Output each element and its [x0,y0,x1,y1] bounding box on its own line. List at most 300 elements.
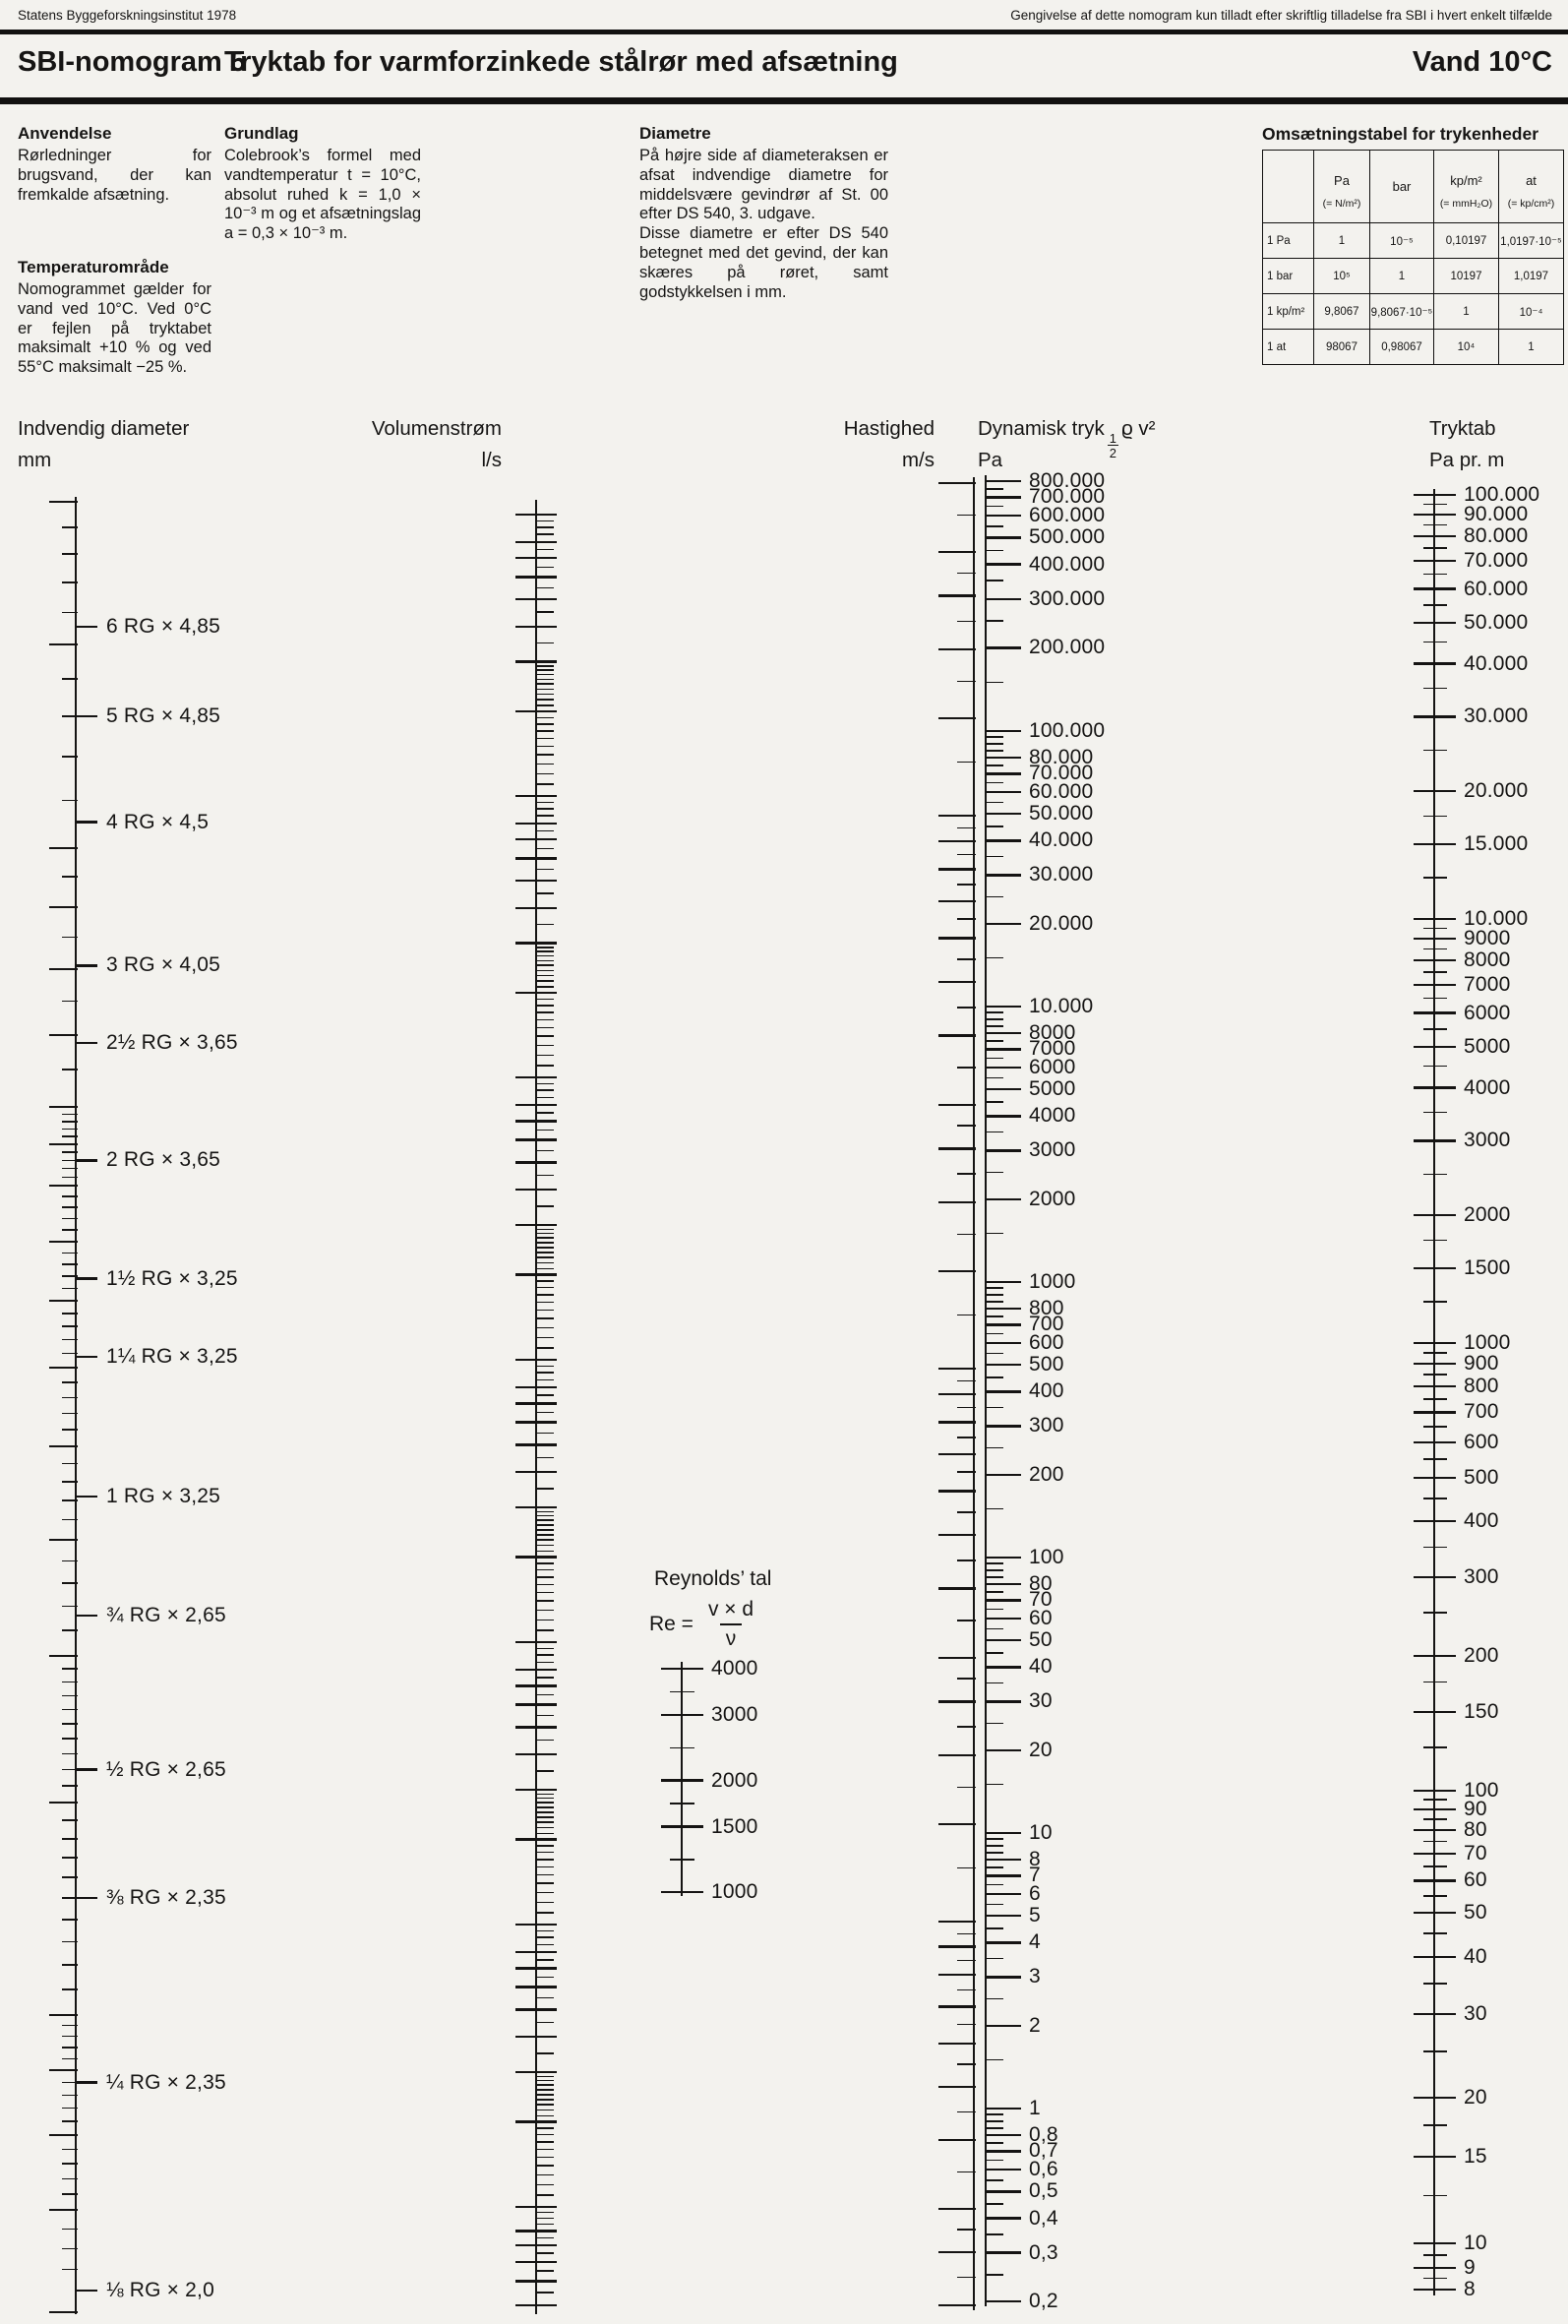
scale-minor-tick [536,2212,554,2214]
scale-minor-tick [985,2233,1003,2235]
scale-minor-tick [536,1821,554,1823]
scale-minor-tick [1423,1746,1447,1748]
thread-size-tick [75,1615,97,1617]
scale-minor-tick [985,1866,1003,1868]
scale-minor-tick [985,1233,1003,1235]
scale-tick [1414,715,1456,717]
scale-minor-tick [1423,1841,1447,1843]
scale-tick [985,2150,1021,2152]
scale-minor-tick [62,1313,78,1315]
scale-tick-label: 900 [1464,1351,1499,1375]
scale-minor-tick [536,1233,554,1235]
scale-minor-tick [985,1958,1003,1960]
scale-minor-tick [985,1011,1003,1013]
scale-tick [985,1832,1021,1834]
thread-size-tick [75,2081,97,2083]
scale-minor-tick [536,1280,554,1282]
scale-minor-tick [985,2160,1003,2162]
scale-minor-tick [957,854,976,856]
scale-minor-tick [536,975,554,977]
conversion-cell: 1,0197·10⁻⁵ [1499,223,1564,259]
scale-minor-tick [536,1584,554,1586]
scale-tick [1414,1011,1456,1013]
scale-minor-tick [985,896,1003,898]
scale-tick [515,1556,557,1558]
scale-minor-tick [536,980,554,982]
scale-tick [985,1893,1021,1895]
flow-scale-title: Volumenstrøm [371,417,502,440]
velocity-scale-unit: m/s [901,449,935,471]
scale-minor-tick [62,1560,78,1562]
reynolds-denominator: ν [720,1623,743,1650]
scale-tick [49,1106,78,1108]
scale-tick [515,1506,557,1508]
scale-minor-tick [62,1876,78,1878]
scale-tick-label: 70 [1029,1588,1053,1612]
scale-tick-label: 4000 [1029,1104,1076,1128]
grundlag-heading: Grundlag [224,124,299,143]
scale-minor-tick [985,1077,1003,1079]
scale-tick [49,847,78,849]
scale-minor-tick [536,1620,554,1621]
thread-size-label: ¾ RG × 2,65 [106,1604,226,1627]
scale-minor-tick [536,1519,554,1521]
diametre-heading: Diametre [639,124,711,143]
thread-size-label: 2 RG × 3,65 [106,1148,221,1172]
scale-minor-tick [536,1205,554,1207]
scale-minor-tick [536,1112,554,1114]
scale-tick [938,900,976,902]
medium-temperature-label: Vand 10°C [1412,46,1552,78]
scale-tick [515,942,557,944]
scale-minor-tick [1423,750,1447,752]
scale-tick [938,981,976,983]
scale-minor-tick [957,2063,976,2065]
scale-minor-tick [62,1941,78,1943]
scale-minor-tick [62,756,78,758]
scale-tick [1414,2242,1456,2244]
scale-tick [985,1639,1021,1641]
scale-minor-tick [536,2218,554,2220]
scale-tick [515,857,557,859]
diameter-scale-unit: mm [18,449,52,471]
unit-pa-sub: (= N/m²) [1322,197,1361,210]
diametre-body: På højre side af diameteraksen er afsat indvendige diametre for middelsvære gevindrør af St. 00 efter DS 540, 3. udgave. [639,147,888,223]
scale-minor-tick [1423,1112,1447,1114]
page-title: Tryktab for varmforzinkede stålrør med afsætning [224,46,898,78]
scale-flow-axis [535,500,537,2314]
scale-minor-tick [62,2108,78,2110]
scale-tick-label: 30 [1464,2002,1487,2025]
scale-minor-tick [536,746,554,748]
scale-minor-tick [536,1065,554,1067]
scale-minor-tick [62,2178,78,2180]
scale-minor-tick [536,1845,554,1847]
scale-minor-tick [1423,928,1447,930]
scale-minor-tick [536,2237,554,2239]
scale-tick-label: 100 [1029,1546,1064,1568]
scale-tick-label: 0,3 [1029,2240,1058,2264]
scale-minor-tick [1423,1983,1447,1985]
scale-tick [1414,1267,1456,1269]
scale-tick [515,2230,557,2232]
scale-minor-tick [536,1242,554,1244]
scale-minor-tick [536,815,554,817]
scale-minor-tick [985,620,1003,622]
conversion-cell: 1 [1434,294,1499,330]
scale-minor-tick [536,730,554,732]
scale-tick [1414,2156,1456,2158]
scale-minor-tick [62,1723,78,1725]
scale-minor-tick [985,736,1003,738]
scale-tick [515,795,557,797]
scale-tick-label: 20 [1029,1738,1053,1761]
scale-tick-label: 700 [1029,1313,1064,1336]
scale-minor-tick [1423,1426,1447,1428]
scale-minor-tick [536,2110,554,2111]
scale-tick [938,717,976,719]
scale-minor-tick [985,856,1003,858]
scale-tick-label: 6 [1029,1882,1041,1906]
scale-minor-tick [1423,816,1447,818]
scale-minor-tick [62,2229,78,2231]
scale-minor-tick [536,2224,554,2226]
scale-minor-tick [62,2095,78,2097]
thread-size-label: 2½ RG × 3,65 [106,1031,238,1055]
scale-tick-label: 0,2 [1029,2290,1058,2312]
scale-tick [938,1657,976,1659]
scale-tick [1414,2097,1456,2099]
scale-tick [985,757,1021,759]
scale-minor-tick [536,1412,554,1414]
scale-tick [49,1185,78,1187]
scale-minor-tick [536,1019,554,1021]
scale-minor-tick [536,1005,554,1007]
thread-size-tick [75,1496,97,1498]
scale-tick-label: 5 [1029,1904,1041,1927]
scale-tick [515,1076,557,1078]
scale-minor-tick [536,1902,554,1904]
scale-minor-tick [536,1562,554,1564]
scale-minor-tick [536,717,554,719]
scale-minor-tick [1423,642,1447,643]
scale-tick-label: 6000 [1029,1056,1076,1079]
scale-tick-label: 1500 [711,1814,758,1838]
scale-minor-tick [985,743,1003,745]
scale-tick [515,1189,557,1191]
scale-minor-tick [536,754,554,756]
scale-tick-label: 5000 [1464,1034,1511,1058]
scale-tick [515,1161,557,1163]
scale-tick [938,1700,976,1702]
scale-tick [515,660,557,662]
scale-minor-tick [1423,688,1447,690]
scale-minor-tick [985,1018,1003,1020]
conversion-row-label: 1 kp/m² [1263,294,1314,330]
scale-minor-tick [1423,547,1447,549]
scale-tick [985,598,1021,600]
scale-minor-tick [536,1433,554,1435]
scale-minor-tick [957,1007,976,1009]
temperatur-body: Nomogrammet gælder for vand ved 10°C. Ved 0°C er fejlen på tryktabet maksimalt +10 % og ved 55°C maksimalt −25 %. [18,280,211,377]
scale-tick [985,730,1021,732]
scale-minor-tick [536,783,554,785]
scale-minor-tick [536,1576,554,1578]
scale-minor-tick [536,1794,554,1796]
scale-minor-tick [62,2047,78,2049]
scale-tick [515,1924,557,1926]
scale-minor-tick [62,2149,78,2151]
scale-minor-tick [536,1035,554,1037]
scale-tick-label: 7 [1029,1864,1041,1887]
conversion-cell: 10197 [1434,259,1499,294]
scale-minor-tick [62,553,78,555]
scale-minor-tick [1423,1240,1447,1242]
scale-minor-tick [985,488,1003,490]
scale-tick [985,2134,1021,2136]
scale-minor-tick [1423,1865,1447,1867]
scale-minor-tick [62,1606,78,1608]
scale-minor-tick [1423,971,1447,973]
pressure-loss-scale-unit: Pa pr. m [1429,449,1505,471]
scale-tick-label: 10.000 [1029,995,1094,1017]
scale-minor-tick [985,957,1003,959]
scale-minor-tick [1423,1398,1447,1400]
scale-tick-label: 500.000 [1029,525,1106,549]
scale-tick [985,1941,1021,1943]
scale-minor-tick [985,1301,1003,1303]
scale-tick-label: 0,4 [1029,2206,1058,2230]
scale-minor-tick [536,2094,554,2096]
scale-tick [49,906,78,908]
scale-minor-tick [957,1471,976,1473]
scale-tick-label: 1000 [1029,1270,1076,1293]
scale-minor-tick [62,678,78,680]
scale-tick [515,1273,557,1275]
scale-minor-tick [62,1738,78,1740]
temperatur-heading: Temperaturområde [18,258,169,276]
scale-minor-tick [957,1125,976,1127]
scale-tick [49,2069,78,2071]
scale-tick [938,1421,976,1423]
scale-tick-label: 3000 [1029,1138,1076,1162]
scale-minor-tick [1423,524,1447,526]
scale-tick-label: 800 [1029,1297,1064,1320]
conversion-cell: 10⁴ [1434,330,1499,365]
scale-tick-label: 600.000 [1029,504,1106,527]
scale-tick-label: 100.000 [1464,483,1540,506]
scale-tick [985,2217,1021,2219]
conversion-cell: 98067 [1314,330,1370,365]
scale-tick [515,1641,557,1643]
scale-tick-label: 60.000 [1029,780,1094,804]
scale-minor-tick [62,1288,78,1290]
thread-size-label: 5 RG × 4,85 [106,704,221,728]
scale-minor-tick [536,924,554,926]
scale-tick [985,2169,1021,2171]
scale-tick [1414,1441,1456,1443]
scale-minor-tick [1423,1818,1447,1820]
scale-minor-tick [1423,948,1447,950]
scale-tick-label: 4000 [1464,1075,1511,1099]
scale-minor-tick [536,2134,554,2136]
scale-tick-label: 40.000 [1029,828,1094,852]
scale-tick-label: 700 [1464,1400,1499,1424]
scale-tick [515,1789,557,1791]
scale-tick [985,772,1021,774]
thread-size-label: ¼ RG × 2,35 [106,2070,226,2094]
scale-tick [985,1115,1021,1117]
scale-minor-tick [957,918,976,920]
scale-tick [1414,1655,1456,1657]
scale-minor-tick [536,2080,554,2082]
scale-minor-tick [62,1325,78,1327]
scale-minor-tick [957,827,976,829]
scale-tick [515,1138,557,1140]
scale-minor-tick [62,937,78,939]
scale-minor-tick [536,848,554,850]
scale-minor-tick [1423,1458,1447,1460]
scale-minor-tick [62,1069,78,1070]
scale-minor-tick [536,1011,554,1013]
scale-minor-tick [536,960,554,962]
scale-tick [515,2120,557,2122]
scale-minor-tick [62,1121,78,1123]
scale-tick [938,2208,976,2210]
scale-minor-tick [536,2022,554,2024]
scale-minor-tick [536,723,554,725]
scale-tick [938,840,976,842]
scale-minor-tick [957,621,976,623]
scale-tick [985,1915,1021,1917]
scale-minor-tick [1423,2195,1447,2197]
scale-tick [515,880,557,882]
scale-minor-tick [536,950,554,952]
thread-size-label: 3 RG × 4,05 [106,953,221,977]
scale-minor-tick [62,1709,78,1711]
thread-size-label: ⅜ RG × 2,35 [106,1886,226,1910]
grundlag-body: Colebrook’s formel med vandtemperatur t = 10°C, absolut ruhed k = 1,0 × 10⁻³ m og et afsætningslag a = 0,3 × 10⁻³ m. [224,147,421,243]
scale-minor-tick [536,683,554,685]
scale-minor-tick [62,1397,78,1399]
scale-tick-label: 1500 [1464,1256,1511,1280]
scale-tick [515,1224,557,1226]
anvendelse-body: Rørledninger for brugsvand, der kan fremkalde afsætning. [18,147,211,204]
scale-minor-tick [62,2036,78,2038]
scale-minor-tick [536,1237,554,1239]
scale-tick-label: 300.000 [1029,586,1106,610]
scale-tick [49,1367,78,1369]
scale-minor-tick [985,1287,1003,1289]
scale-minor-tick [985,1101,1003,1103]
scale-minor-tick [536,2184,554,2186]
scale-tick [938,1754,976,1756]
scale-minor-tick [62,1229,78,1231]
scale-tick-label: 400 [1464,1509,1499,1533]
scale-tick-label: 60 [1029,1607,1053,1630]
scale-minor-tick [536,1097,554,1099]
scale-minor-tick [62,1253,78,1254]
scale-minor-tick [536,1912,554,1914]
scale-minor-tick [62,1206,78,1208]
dynamic-pressure-scale-unit: Pa [978,449,1003,471]
conversion-row-label: 1 Pa [1263,223,1314,259]
scale-tick [1414,2267,1456,2269]
scale-tick [515,557,557,559]
scale-tick-label: 300 [1029,1414,1064,1437]
scale-minor-tick [985,1591,1003,1593]
scale-minor-tick [957,1315,976,1316]
scale-tick [938,2139,976,2141]
scale-minor-tick [536,674,554,676]
scale-tick-label: 4000 [711,1657,758,1680]
scale-tick [938,868,976,870]
scale-tick [1414,1711,1456,1713]
scale-minor-tick [62,1819,78,1821]
scale-minor-tick [985,1927,1003,1929]
scale-minor-tick [985,1838,1003,1840]
scale-tick [49,1143,78,1145]
scale-tick-label: 8 [1029,1848,1041,1871]
scale-tick [1414,959,1456,961]
scale-minor-tick [62,581,78,583]
scale-tick-label: 40 [1029,1655,1053,1679]
scale-minor-tick [62,2120,78,2122]
scale-minor-tick [536,699,554,701]
scale-minor-tick [536,1806,554,1808]
anvendelse-heading: Anvendelse [18,124,112,143]
scale-minor-tick [536,1394,554,1396]
scale-minor-tick [1423,504,1447,506]
scale-tick-label: 7000 [1464,972,1511,996]
scale-tick [985,1700,1021,1702]
scale-minor-tick [536,1770,554,1772]
scale-tick [938,937,976,939]
scale-tick [515,2304,557,2306]
scale-minor-tick [1423,1174,1447,1176]
scale-tick [515,1120,557,1122]
scale-minor-tick [985,1784,1003,1786]
thread-size-tick [75,1356,97,1358]
scale-tick-label: 8000 [1464,948,1511,971]
scale-minor-tick [957,1560,976,1561]
scale-minor-tick [536,2174,554,2176]
scale-tick-label: 200 [1464,1644,1499,1668]
scale-tick-label: 5000 [1029,1077,1076,1101]
scale-tick-label: 80.000 [1029,746,1094,769]
scale-minor-tick [62,876,78,878]
scale-minor-tick [1423,1895,1447,1897]
thread-size-tick [75,1768,97,1770]
scale-minor-tick [536,1874,554,1876]
thread-size-label: 6 RG × 4,85 [106,615,221,639]
scale-tick [1414,790,1456,792]
scale-minor-tick [62,1988,78,1990]
scale-minor-tick [985,2120,1003,2122]
scale-minor-tick [62,1263,78,1265]
scale-minor-tick [536,1150,554,1152]
scale-tick [49,1802,78,1804]
scale-minor-tick [536,2084,554,2086]
scale-tick-label: 8000 [1029,1021,1076,1045]
scale-minor-tick [985,2179,1003,2181]
scale-minor-tick [536,1569,554,1571]
scale-minor-tick [985,1447,1003,1449]
publisher-credit: Statens Byggeforskningsinstitut 1978 [18,8,237,23]
scale-tick [985,1599,1021,1601]
scale-tick [515,1386,557,1388]
scale-tick [49,2311,78,2313]
